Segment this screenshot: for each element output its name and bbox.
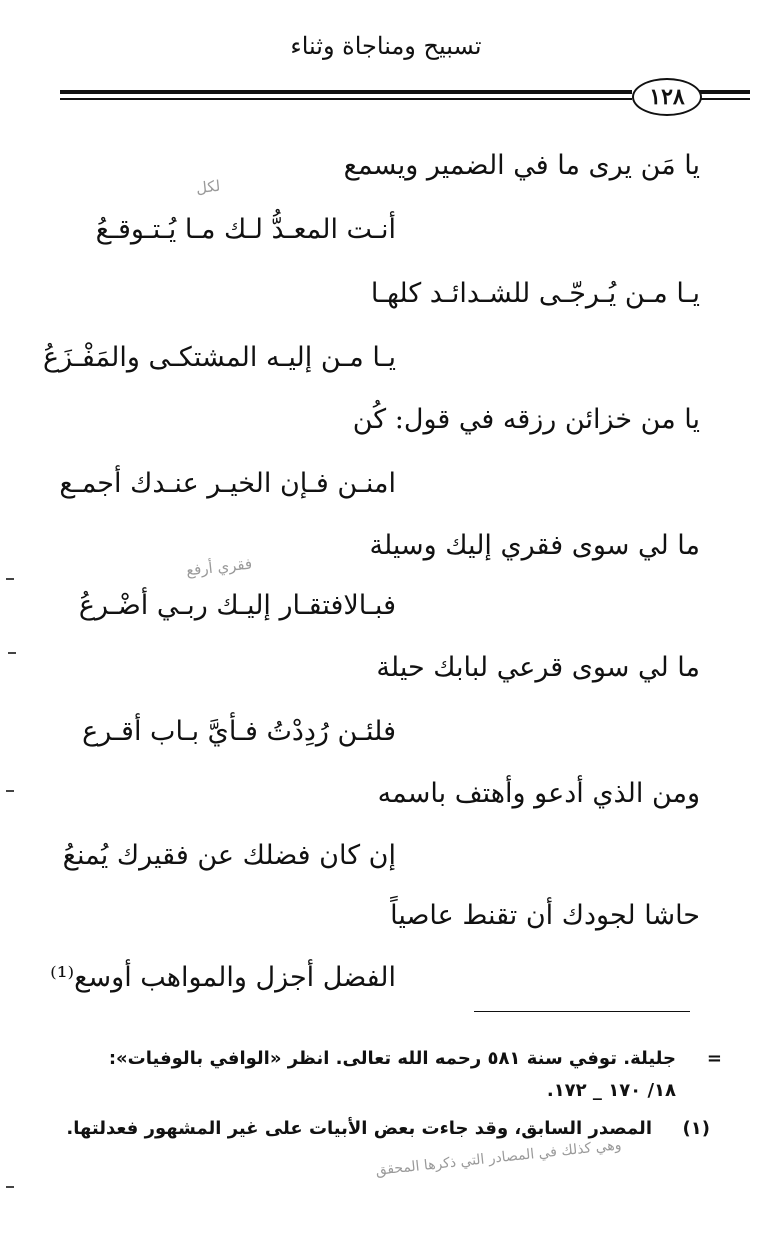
margin-mark bbox=[6, 578, 14, 580]
verse-line: إن كان فضلك عن فقيرك يُمنعُ bbox=[62, 840, 396, 871]
verse-line: يـا مـن إليـه المشتكـى والمَفْـزَعُ bbox=[42, 342, 396, 373]
rule-thick-left bbox=[60, 90, 632, 94]
rule-thick-right-seg bbox=[698, 90, 750, 94]
verse-line: فبـالافتقـار إليـك ربـي أضْـرعُ bbox=[78, 590, 396, 621]
footnote-continuation-line: جليلة. توفي سنة ٥٨١ رحمه الله تعالى. انظر «الوافي بالوفيات»: bbox=[108, 1048, 676, 1069]
rule-thin-right-seg bbox=[698, 98, 750, 100]
handwritten-note: فقري أرفع bbox=[185, 554, 253, 580]
verse-line: يا مَن يرى ما في الضمير ويسمع bbox=[343, 150, 700, 181]
verse-line: فلئـن رُدِدْتُ فـأيَّ بـاب أقـرع bbox=[82, 716, 396, 747]
verse-line: يـا مـن يُـرجّـى للشـدائـد كلهـا bbox=[370, 278, 700, 309]
margin-mark bbox=[8, 652, 16, 654]
header-rule bbox=[60, 78, 692, 114]
margin-mark bbox=[6, 1186, 14, 1188]
footnote-marker: (١) bbox=[682, 1118, 710, 1139]
footnote-rule bbox=[474, 1011, 690, 1012]
verse-line: امنـن فـإن الخيـر عنـدك أجمـع bbox=[59, 468, 396, 499]
margin-mark bbox=[6, 790, 14, 792]
handwritten-note: وهي كذلك في المصادر التي ذكرها المحقق bbox=[374, 1137, 623, 1179]
rule-thin-left bbox=[60, 98, 632, 100]
footnote-text: المصدر السابق، وقد جاءت بعض الأبيات على غير المشهور فعدلتها. bbox=[66, 1118, 652, 1139]
running-title: تسبيح ومناجاة وثناء bbox=[290, 32, 482, 60]
page-number: ١٢٨ bbox=[632, 78, 702, 116]
footnote-continuation-line: ١٨/ ١٧٠ _ ١٧٢. bbox=[546, 1080, 676, 1101]
verse-line: حاشا لجودك أن تقنط عاصياً bbox=[390, 900, 700, 931]
verse-line: الفضل أجزل والمواهب أوسع⁽¹⁾ bbox=[50, 962, 396, 993]
footnote-continuation-marker: = bbox=[706, 1048, 722, 1069]
verse-line: أنـت المعـدُّ لـك مـا يُـتـوقـعُ bbox=[95, 214, 396, 245]
verse-line: ما لي سوى فقري إليك وسيلة bbox=[369, 530, 700, 561]
verse-line: يا من خزائن رزقه في قول: كُن bbox=[352, 404, 700, 435]
verse-line: ما لي سوى قرعي لبابك حيلة bbox=[376, 652, 700, 683]
handwritten-note: لكل bbox=[194, 176, 221, 198]
verse-line: ومن الذي أدعو وأهتف باسمه bbox=[377, 778, 700, 809]
